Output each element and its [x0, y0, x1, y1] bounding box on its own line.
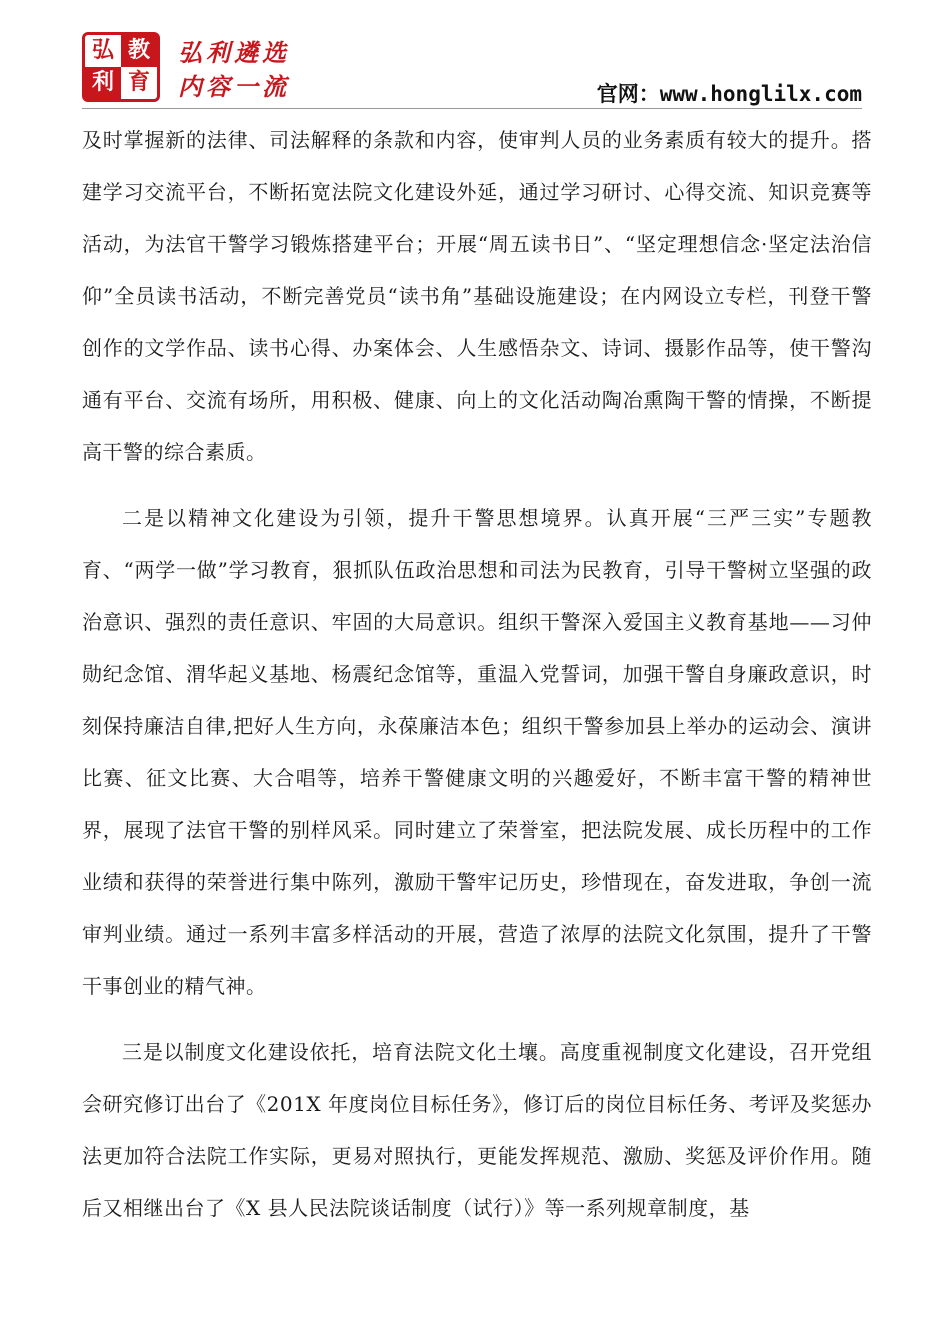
page-header — [82, 28, 862, 108]
seal-char: 利 — [85, 67, 121, 99]
seal-char: 弘 — [91, 38, 114, 63]
website-label: 官网：www.honglilx.com — [596, 82, 862, 106]
paragraph: 及时掌握新的法律、司法解释的条款和内容，使审判人员的业务素质有较大的提升。搭建学习交流平台，不断拓宽法院文化建设外延，通过学习研讨、心得交流、知识竞赛等活动，为法官干警学习锻炼搭建平台；开展“周五读书日”、“坚定理想信念·坚定法治信仰”全员读书活动，不断完善党员“读书角”基础设施建设；在内网设立专栏，刊登干警创作的文学作品、读书心得、办案体会、人生感悟杂文、诗词、摄影作品等，使干警沟通有平台、交流有场所，用积极、健康、向上的文化活动陶冶熏陶干警的情操，不断提高干警的综合素质。 — [82, 128, 872, 464]
seal-char: 教 — [121, 35, 157, 67]
logo-seal — [82, 32, 160, 102]
paragraph: 三是以制度文化建设依托，培育法院文化土壤。高度重视制度文化建设，召开党组会研究修订出台了《201X 年度岗位目标任务》，修订后的岗位目标任务、考评及奖惩办法更加符合法院工作实际，更易对照执行，更能发挥规范、激励、奖惩及评价作用。随后又相继出台了《X 县人民法院谈话制度（试行）》等一系列规章制度，基 — [82, 1040, 872, 1220]
paragraph: 二是以精神文化建设为引领，提升干警思想境界。认真开展“三严三实”专题教育、“两学一做”学习教育，狠抓队伍政治思想和司法为民教育，引导干警树立坚强的政治意识、强烈的责任意识、牢固的大局意识。组织干警深入爱国主义教育基地——习仲勋纪念馆、渭华起义基地、杨震纪念馆等，重温入党誓词，加强干警自身廉政意识，时刻保持廉洁自律,把好人生方向，永葆廉洁本色；组织干警参加县上举办的运动会、演讲比赛、征文比赛、大合唱等，培养干警健康文明的兴趣爱好，不断丰富干警的精神世界，展现了法官干警的别样风采。同时建立了荣誉室，把法院发展、成长历程中的工作业绩和获得的荣誉进行集中陈列，激励干警牢记历史，珍惜现在，奋发进取，争创一流审判业绩。通过一系列丰富多样活动的开展，营造了浓厚的法院文化氛围，提升了干警干事创业的精气神。 — [82, 506, 872, 998]
header-divider — [82, 108, 862, 109]
slogan-line-1: 弘利遴选 — [178, 39, 290, 67]
slogan-line-2: 内容一流 — [178, 73, 290, 101]
document-body — [82, 114, 872, 1248]
brand-slogan — [178, 36, 290, 104]
seal-char: 育 — [127, 70, 150, 95]
